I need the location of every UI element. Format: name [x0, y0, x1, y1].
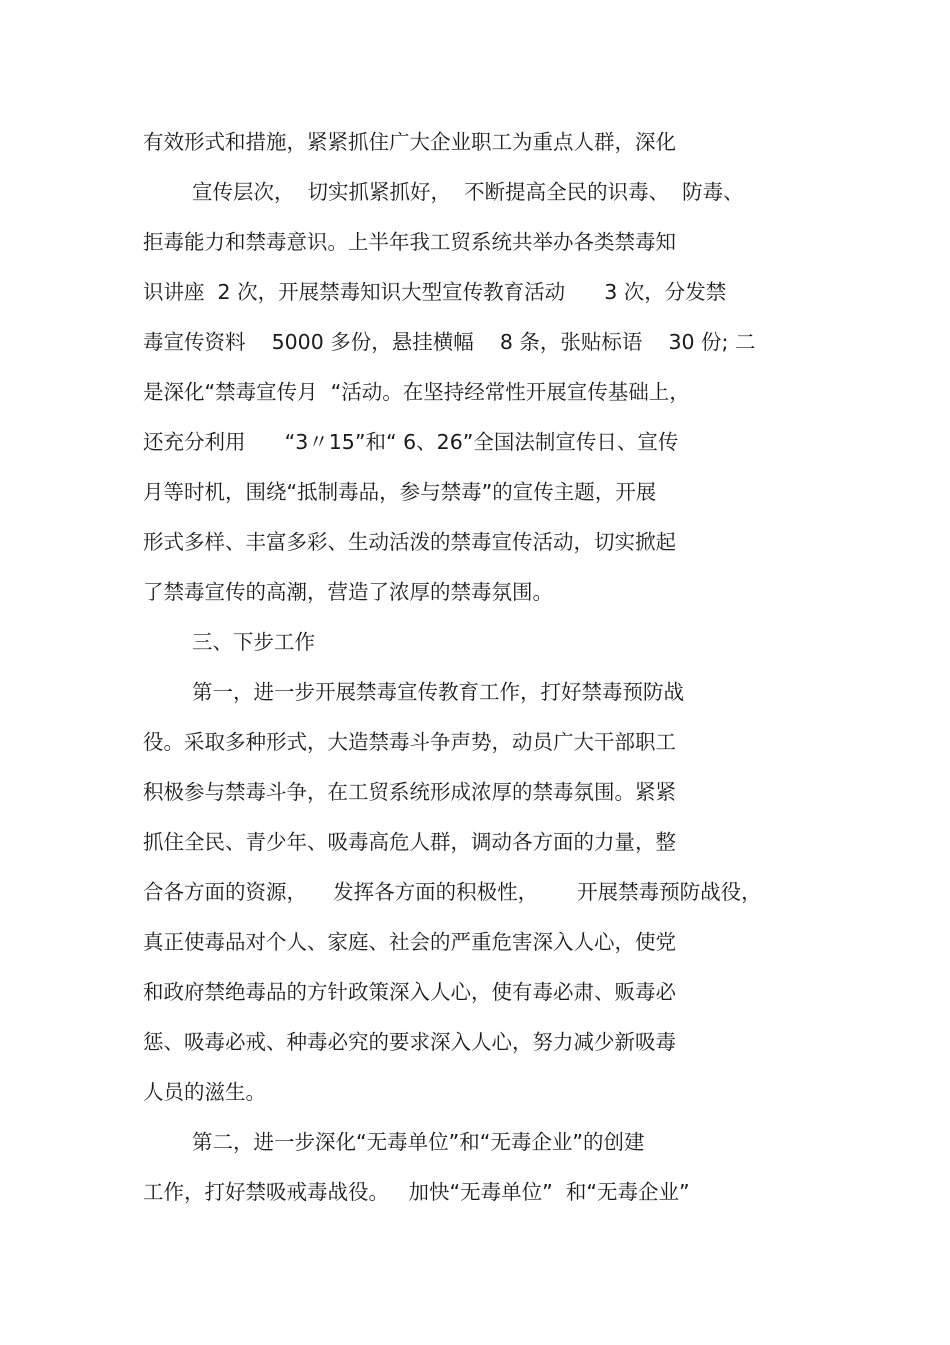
body-text-line: 月等时机，围绕“抵制毒品，参与禁毒”的宣传主题，开展	[143, 480, 657, 504]
body-text-line: 了禁毒宣传的高潮，营造了浓厚的禁毒氛围。	[143, 580, 553, 604]
body-text-line: 积极参与禁毒斗争，在工贸系统形成浓厚的禁毒氛围。紧紧	[143, 780, 676, 804]
body-text-line: 还充分利用 “3〃15”和“ 6、26”全国法制宣传日、宣传	[143, 430, 679, 454]
body-text-line: 抓住全民、青少年、吸毒高危人群，调动各方面的力量，整	[143, 830, 676, 854]
body-text-line: 和政府禁绝毒品的方针政策深入人心，使有毒必肃、贩毒必	[143, 980, 676, 1004]
body-text-line: 惩、吸毒必戒、种毒必究的要求深入人心，努力减少新吸毒	[143, 1030, 676, 1054]
body-text-line: 役。采取多种形式，大造禁毒斗争声势，动员广大干部职工	[143, 730, 676, 754]
body-text-line: 宣传层次， 切实抓紧抓好， 不断提高全民的识毒、 防毒、	[192, 180, 744, 204]
body-text-line: 合各方面的资源， 发挥各方面的积极性， 开展禁毒预防战役，	[143, 880, 762, 904]
body-text-line: 识讲座 2 次，开展禁毒知识大型宣传教育活动 3 次，分发禁	[143, 280, 727, 304]
body-text-line: 毒宣传资料 5000 多份，悬挂横幅 8 条，张贴标语 30 份; 二	[143, 330, 756, 354]
body-text-line: 第一，进一步开展禁毒宣传教育工作，打好禁毒预防战	[192, 680, 684, 704]
body-text-line: 拒毒能力和禁毒意识。上半年我工贸系统共举办各类禁毒知	[143, 230, 676, 254]
body-text-line: 形式多样、丰富多彩、生动活泼的禁毒宣传活动，切实掀起	[143, 530, 676, 554]
body-text-line: 真正使毒品对个人、家庭、社会的严重危害深入人心，使党	[143, 930, 676, 954]
body-text-line: 工作，打好禁吸戒毒战役。 加快“无毒单位” 和“无毒企业”	[143, 1180, 690, 1204]
body-text-line: 人员的滋生。	[143, 1080, 266, 1104]
body-text-line: 是深化“禁毒宣传月 “活动。在坚持经常性开展宣传基础上，	[143, 380, 690, 404]
body-text-line: 有效形式和措施，紧紧抓住广大企业职工为重点人群，深化	[143, 130, 676, 154]
section-heading: 三、下步工作	[192, 630, 315, 654]
body-text-line: 第二，进一步深化“无毒单位”和“无毒企业”的创建	[192, 1130, 645, 1154]
